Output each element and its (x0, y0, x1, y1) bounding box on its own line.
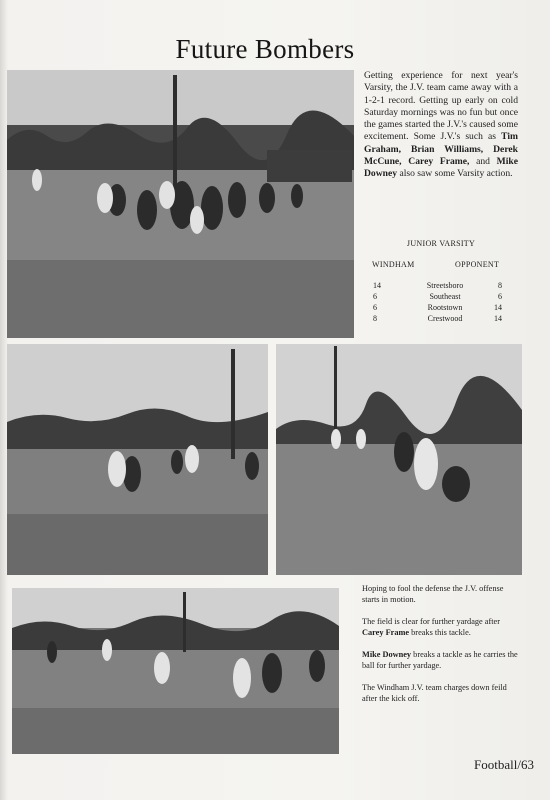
kickoff-photo (12, 588, 339, 754)
home-team-label: WINDHAM (372, 260, 415, 269)
windham-score: 8 (373, 314, 377, 323)
score-row (370, 292, 510, 303)
caption-4: The Windham J.V. team charges down feild after the kick off. (362, 683, 507, 703)
caption-2 (362, 616, 522, 638)
intro-player-names: Tim Graham, Brian Williams, Derek McCune, Carey Frame, (364, 131, 518, 168)
caption-3 (362, 649, 522, 671)
score-row (370, 314, 510, 325)
caption-text: The field is clear for further yardage after (362, 617, 500, 626)
opponent-team: Crestwood (427, 314, 463, 323)
caption-1: Hoping to fool the defense the J.V. offense starts in motion. (362, 584, 504, 604)
middle-right-photo (276, 344, 522, 575)
caption-text: breaks this tackle. (409, 628, 471, 637)
page-title: Future Bombers (175, 34, 355, 64)
intro-player-name: Mike Downey (364, 156, 518, 180)
top-photo (7, 70, 354, 338)
opponent-label: OPPONENT (455, 260, 500, 269)
intro-text-part: and (469, 156, 497, 168)
opponent-team: Rootstown (427, 303, 463, 312)
opponent-team: Southeast (429, 292, 461, 301)
photo-captions (362, 583, 522, 715)
middle-left-photo (7, 344, 268, 575)
scoreboard-heading: JUNIOR VARSITY (406, 239, 476, 248)
caption-player-name: Carey Frame (362, 628, 410, 637)
opponent-score: 8 (498, 281, 502, 290)
caption-player-name: Mike Downey (362, 650, 412, 659)
caption-text: breaks a tackle as he carries the ball for further yardage. (362, 650, 518, 670)
tackle-photo (276, 344, 522, 575)
windham-score: 14 (373, 281, 381, 290)
intro-paragraph (364, 70, 518, 181)
score-table (370, 281, 510, 325)
bottom-photo (12, 588, 339, 754)
intro-text-part: Getting experience for next year's Varsity, the J.V. team came away with a 1-2-1 record. Getting up early on cold Saturday mornings was no fun but once the games started the J.V.'s caused some excitement. Some J.V.'s such as (364, 70, 518, 143)
score-row (370, 303, 510, 314)
opponent-score: 14 (494, 314, 502, 323)
page-folio: Football/63 (474, 757, 534, 772)
windham-score: 6 (373, 303, 377, 312)
opponent-score: 6 (498, 292, 502, 301)
football-scrimmage-photo (7, 70, 354, 338)
intro-text-part: also saw some Varsity action. (397, 168, 513, 180)
windham-score: 6 (373, 292, 377, 301)
score-row (370, 281, 510, 292)
opponent-team: Streetsboro (426, 281, 464, 290)
running-play-photo (7, 344, 268, 575)
opponent-score: 14 (494, 303, 502, 312)
